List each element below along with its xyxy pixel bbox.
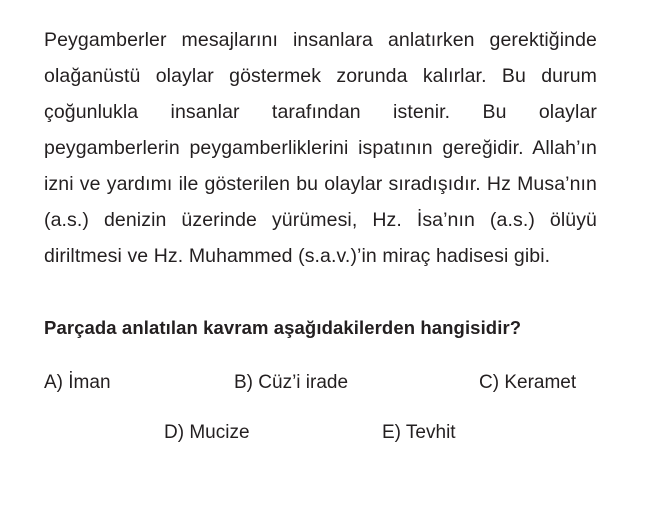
option-d[interactable]: D) Mucize <box>164 422 250 443</box>
passage-text: Peygamberler mesajlarını insanlara anlatırken gerektiğinde olağanüstü olaylar göstermek zorunda kalırlar. Bu durum çoğunlukla insanlar tarafından istenir. Bu olaylar peygamberlerin peygamberliklerini ispatının gereğidir. Allah’ın izni ve yardımı ile gösterilen bu olaylar sıradışıdır. Hz Musa’nın (a.s.) denizin üzerinde yürümesi, Hz. İsa’nın (a.s.) ölüyü diriltmesi ve Hz. Muhammed (s.a.v.)’in miraç hadisesi gibi. <box>44 29 597 267</box>
option-a[interactable]: A) İman <box>44 372 111 393</box>
options-row-bottom <box>44 418 597 448</box>
question-prompt: Parçada anlatılan kavram aşağıdakilerden hangisidir? <box>44 317 522 338</box>
option-e[interactable]: E) Tevhit <box>382 422 456 443</box>
options-row-top <box>44 368 597 398</box>
options-list <box>44 368 597 448</box>
option-c[interactable]: C) Keramet <box>479 372 577 393</box>
option-b[interactable]: B) Cüz’i irade <box>234 372 349 393</box>
passage-block <box>44 22 597 274</box>
